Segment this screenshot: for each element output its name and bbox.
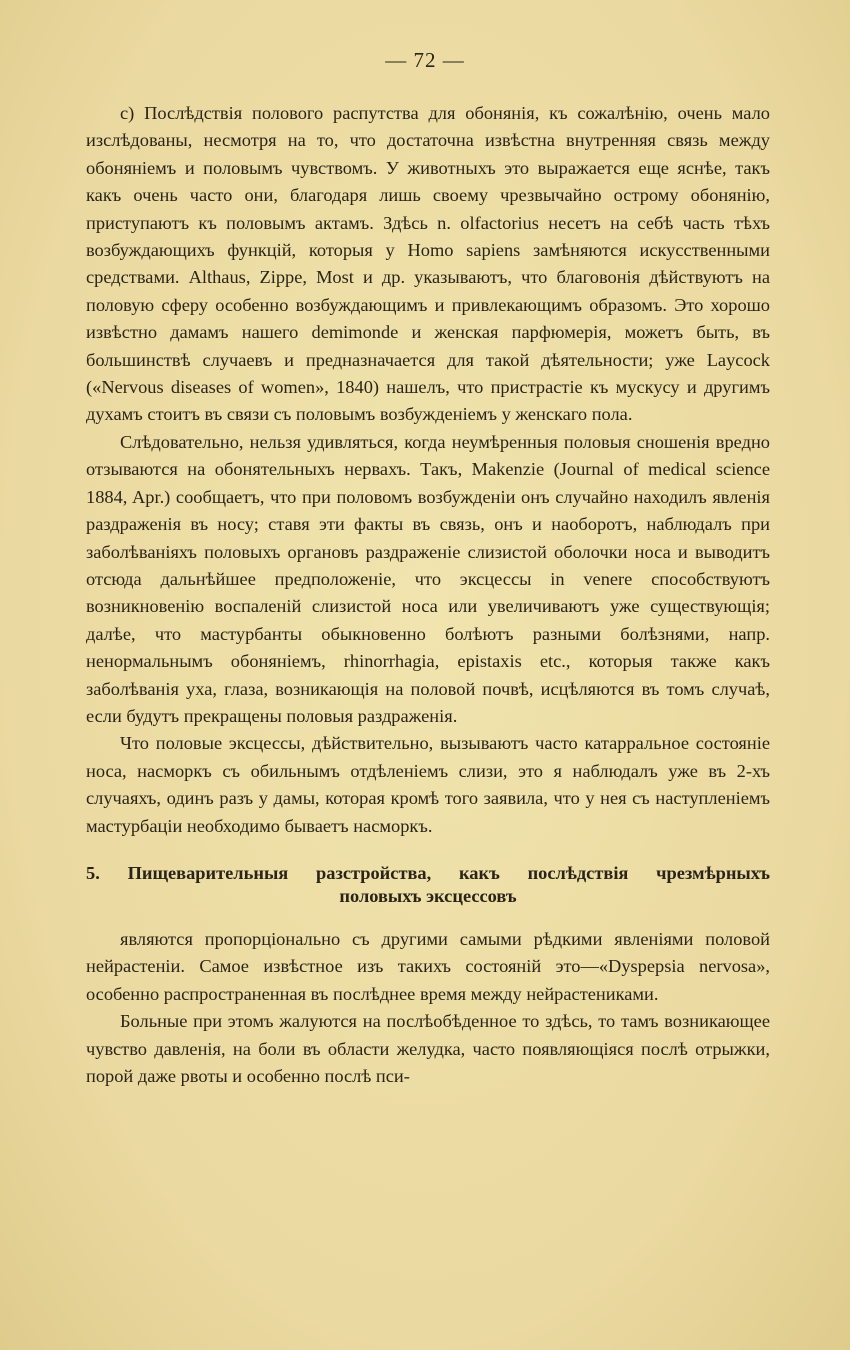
paragraph-patients-complain: Больные при этомъ жалуются на послѣобѣденное то здѣсь, то тамъ возникающее чувство давленія, на боли въ области желудка, часто появляющіяся послѣ отрыжки, порой даже рвоты и особенно послѣ пси- <box>86 1011 770 1086</box>
paragraph-dyspepsia: являются пропорціонально съ другими самыми рѣдкими явленіями половой нейрастеніи. Самое извѣстное изъ такихъ состояній это—«Dyspepsia nervosa», особенно распространенная въ послѣднее время между нейрастениками. <box>86 928 770 1004</box>
section-heading-line2: половыхъ эксцессовъ <box>339 885 517 906</box>
section-heading <box>86 862 770 908</box>
section-heading-line1: 5. Пищеварительныя разстройства, какъ послѣдствія чрезмѣрныхъ <box>86 862 770 883</box>
paragraph-olfaction: c) Послѣдствія полового распутства для обонянія, къ сожалѣнію, очень мало изслѣдованы, несмотря на то, что достаточна извѣстна внутренняя связь между обоняніемъ и половымъ чувствомъ. У животныхъ это выражается еще яснѣе, такъ какъ очень часто они, благодаря лишь своему чрезвычайно острому обонянію, приступаютъ къ половымъ актамъ. Здѣсь n. olfactorius несетъ на себѣ часть тѣхъ возбуждающихъ функцій, которыя у Homo sapiens замѣняются искусственными средствами. Althaus, Zippe, Most и др. указываютъ, что благовонія дѣйствуютъ на половую сферу особенно возбуждающимъ и привлекающимъ образомъ. Это хорошо извѣстно дамамъ нашего demimonde и женская парфюмерія, можетъ быть, въ большинствѣ случаевъ и предназначается для такой дѣятельности; уже Laycock («Nervous diseases of women», 1840) нашелъ, что пристрастіе къ мускусу и другимъ духамъ стоитъ въ связи съ половымъ возбужденіемъ у женскаго пола. <box>86 103 770 425</box>
page-number: — 72 — <box>385 48 465 72</box>
paragraph-catarrh: Что половые эксцессы, дѣйствительно, вызываютъ часто катарральное состояніе носа, насморкъ съ обильнымъ отдѣленіемъ слизи, это я наблюдалъ уже въ 2-хъ случаяхъ, одинъ разъ у дамы, которая кромѣ того заявила, что у нея съ наступленіемъ мастурбаціи необходимо бываетъ насморкъ. <box>86 733 770 836</box>
page-body <box>86 100 770 1090</box>
paragraph-makenzie: Слѣдовательно, нельзя удивляться, когда неумѣренныя половыя сношенія вредно отзываются на обонятельныхъ нервахъ. Такъ, Makenzie (Journal of medical science 1884, Apr.) сообщаетъ, что при половомъ возбужденіи онъ случайно находилъ явленія раздраженія въ носу; ставя эти факты въ связь, онъ и наоборотъ, наблюдалъ при заболѣваніяхъ половыхъ органовъ раздраженіе слизистой оболочки носа и выводитъ отсюда дальнѣйшее предположеніе, что эксцессы in venere способствуютъ возникновенію воспаленій слизистой носа или увеличиваютъ уже существующія; далѣе, что мастурбанты обыкновенно болѣютъ разными болѣзнями, напр. ненормальнымъ обоняніемъ, rhinorrhagia, epistaxis etc., которыя также какъ заболѣванія уха, глаза, возникающія на половой почвѣ, исцѣляются въ томъ случаѣ, если будутъ прекращены половыя раздраженія. <box>86 431 770 726</box>
